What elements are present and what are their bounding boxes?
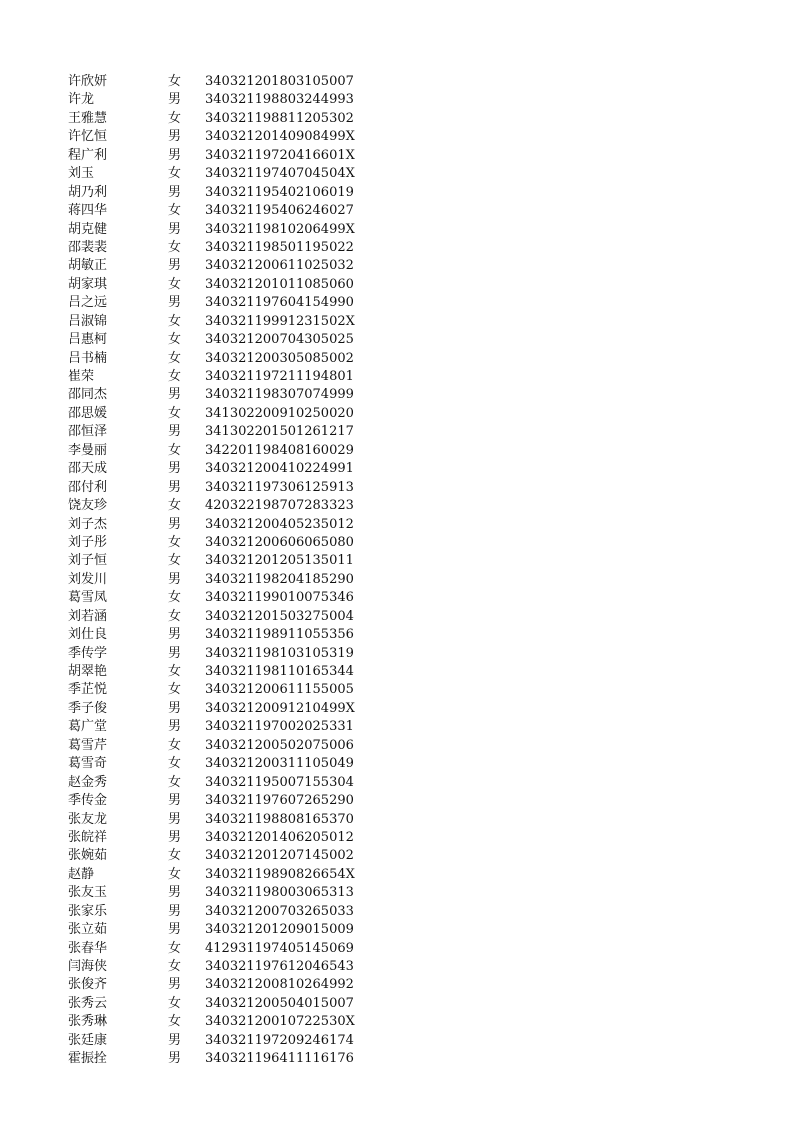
person-name: 张秀云 xyxy=(68,995,108,1011)
person-name: 邵天成 xyxy=(68,461,108,477)
id-number: 340321197209246174 xyxy=(205,1032,354,1048)
person-gender: 女 xyxy=(168,442,182,458)
table-row xyxy=(68,386,368,404)
table-row xyxy=(68,976,368,994)
id-number: 340321198103105319 xyxy=(205,645,354,661)
table-row xyxy=(68,73,368,91)
person-name: 刘发川 xyxy=(68,571,108,587)
person-name: 吕淑锦 xyxy=(68,313,108,329)
table-row xyxy=(68,479,368,497)
person-gender: 女 xyxy=(168,110,182,126)
id-number: 34032119890826654X xyxy=(205,866,355,882)
table-row xyxy=(68,276,368,294)
table-row xyxy=(68,257,368,275)
id-number: 340321197612046543 xyxy=(205,959,354,974)
id-number: 340321198110165344 xyxy=(205,664,354,679)
id-number: 340321201803105007 xyxy=(205,74,354,89)
id-number: 340321199010075346 xyxy=(205,590,354,606)
table-row xyxy=(68,460,368,478)
id-number: 341302201501261217 xyxy=(205,424,354,440)
person-gender: 女 xyxy=(168,74,182,89)
person-gender: 男 xyxy=(168,147,182,163)
table-row xyxy=(68,442,368,460)
person-gender: 女 xyxy=(168,608,182,624)
table-row xyxy=(68,903,368,921)
person-name: 赵金秀 xyxy=(68,774,108,790)
id-number: 340321200704305025 xyxy=(205,332,354,348)
person-name: 季芷悦 xyxy=(68,682,108,698)
person-gender: 男 xyxy=(168,516,182,532)
person-name: 邵付利 xyxy=(68,479,108,495)
person-gender: 女 xyxy=(168,774,182,790)
person-gender: 女 xyxy=(168,848,182,864)
person-gender: 女 xyxy=(168,350,182,366)
id-number: 340321197607265290 xyxy=(205,793,354,809)
person-name: 胡翠艳 xyxy=(68,664,108,679)
person-name: 王雅慧 xyxy=(68,110,108,126)
person-gender: 女 xyxy=(168,664,182,679)
person-gender: 男 xyxy=(168,479,182,495)
person-name: 季传金 xyxy=(68,793,108,809)
person-name: 季传学 xyxy=(68,645,108,661)
person-gender: 男 xyxy=(168,811,182,827)
id-number: 342201198408160029 xyxy=(205,442,354,458)
person-name: 赵静 xyxy=(68,866,95,882)
id-number: 340321200606065080 xyxy=(205,534,354,550)
person-gender: 男 xyxy=(168,922,182,938)
table-row xyxy=(68,147,368,165)
id-number: 340321198811205302 xyxy=(205,110,354,126)
id-number: 340321200504015007 xyxy=(205,995,354,1011)
person-gender: 男 xyxy=(168,885,182,901)
person-gender: 女 xyxy=(168,405,182,421)
id-number: 34032120010722530X xyxy=(205,1014,355,1030)
table-row xyxy=(68,774,368,792)
id-number: 340321197002025331 xyxy=(205,719,354,735)
person-name: 张家乐 xyxy=(68,903,108,919)
table-row xyxy=(68,940,368,958)
id-number: 340321201406205012 xyxy=(205,829,354,845)
table-row xyxy=(68,995,368,1013)
id-number: 340321200703265033 xyxy=(205,903,354,919)
id-number: 340321198803244993 xyxy=(205,92,354,108)
table-row xyxy=(68,368,368,386)
person-gender: 男 xyxy=(168,387,182,403)
table-row xyxy=(68,589,368,607)
person-gender: 男 xyxy=(168,571,182,587)
person-name: 葛雪奇 xyxy=(68,756,108,772)
person-gender: 女 xyxy=(168,553,182,569)
id-number: 340321200502075006 xyxy=(205,737,354,753)
table-row xyxy=(68,1032,368,1050)
id-number: 340321200810264992 xyxy=(205,977,354,993)
person-gender: 女 xyxy=(168,369,182,384)
table-row xyxy=(68,128,368,146)
table-row xyxy=(68,755,368,773)
person-name: 张立茹 xyxy=(68,922,108,938)
person-gender: 女 xyxy=(168,682,182,698)
person-gender: 女 xyxy=(168,332,182,348)
person-gender: 男 xyxy=(168,829,182,845)
person-gender: 男 xyxy=(168,627,182,643)
person-name: 刘玉 xyxy=(68,166,95,182)
person-gender: 男 xyxy=(168,129,182,145)
person-name: 季子俊 xyxy=(68,700,108,716)
id-number: 340321200311105049 xyxy=(205,756,354,772)
table-row xyxy=(68,626,368,644)
table-row xyxy=(68,1013,368,1031)
table-row xyxy=(68,681,368,699)
person-name: 吕之远 xyxy=(68,295,108,311)
person-gender: 女 xyxy=(168,276,182,292)
table-row xyxy=(68,921,368,939)
table-row xyxy=(68,829,368,847)
table-row xyxy=(68,847,368,865)
person-gender: 女 xyxy=(168,203,182,219)
person-gender: 男 xyxy=(168,903,182,919)
table-row xyxy=(68,663,368,681)
person-gender: 男 xyxy=(168,700,182,716)
id-number: 340321195402106019 xyxy=(205,184,354,200)
person-name: 饶友珍 xyxy=(68,498,108,514)
table-row xyxy=(68,866,368,884)
person-name: 张友龙 xyxy=(68,811,108,827)
table-row xyxy=(68,884,368,902)
id-number: 340321198204185290 xyxy=(205,571,354,587)
table-row xyxy=(68,497,368,515)
person-gender: 男 xyxy=(168,977,182,993)
person-name: 刘若涵 xyxy=(68,608,108,624)
person-gender: 男 xyxy=(168,221,182,237)
id-number: 340321197306125913 xyxy=(205,479,354,495)
id-number: 340321195406246027 xyxy=(205,203,354,219)
person-name: 胡乃利 xyxy=(68,184,108,200)
person-name: 许龙 xyxy=(68,92,95,108)
table-row xyxy=(68,737,368,755)
person-gender: 男 xyxy=(168,461,182,477)
table-row xyxy=(68,700,368,718)
id-number: 340321201503275004 xyxy=(205,608,354,624)
id-number: 340321200405235012 xyxy=(205,516,354,532)
person-gender: 男 xyxy=(168,1051,182,1067)
person-name: 张婉茹 xyxy=(68,848,108,864)
person-gender: 男 xyxy=(168,793,182,809)
table-row xyxy=(68,405,368,423)
person-name: 葛广堂 xyxy=(68,719,108,735)
person-gender: 女 xyxy=(168,995,182,1011)
id-number: 340321200611155005 xyxy=(205,682,354,698)
table-row xyxy=(68,91,368,109)
table-row xyxy=(68,331,368,349)
id-number: 420322198707283323 xyxy=(205,498,354,514)
id-number: 34032120140908499X xyxy=(205,129,355,145)
person-name: 张秀琳 xyxy=(68,1014,108,1030)
id-number: 340321201205135011 xyxy=(205,553,354,569)
person-gender: 女 xyxy=(168,1014,182,1030)
id-number: 340321201207145002 xyxy=(205,848,354,864)
person-name: 葛雪芹 xyxy=(68,737,108,753)
person-gender: 女 xyxy=(168,239,182,255)
person-gender: 女 xyxy=(168,940,182,956)
id-number: 340321200410224991 xyxy=(205,461,354,477)
person-name: 崔荣 xyxy=(68,369,95,384)
person-gender: 女 xyxy=(168,959,182,974)
table-row xyxy=(68,718,368,736)
person-name: 葛雪凤 xyxy=(68,590,108,606)
person-name: 胡家琪 xyxy=(68,276,108,292)
id-number: 340321198501195022 xyxy=(205,239,354,255)
person-gender: 女 xyxy=(168,737,182,753)
table-row xyxy=(68,958,368,976)
person-gender: 女 xyxy=(168,866,182,882)
person-gender: 女 xyxy=(168,534,182,550)
id-number: 340321196411116176 xyxy=(205,1051,354,1067)
id-number: 340321195007155304 xyxy=(205,774,354,790)
id-number: 340321201011085060 xyxy=(205,276,354,292)
person-name: 邵恒泽 xyxy=(68,424,108,440)
table-row xyxy=(68,608,368,626)
id-number: 340321198003065313 xyxy=(205,885,354,901)
person-name: 刘子彤 xyxy=(68,534,108,550)
id-number: 34032119720416601X xyxy=(205,147,355,163)
id-number: 340321198911055356 xyxy=(205,627,354,643)
table-row xyxy=(68,239,368,257)
table-row xyxy=(68,165,368,183)
person-gender: 女 xyxy=(168,166,182,182)
id-number: 34032119810206499X xyxy=(205,221,355,237)
table-row xyxy=(68,423,368,441)
person-gender: 男 xyxy=(168,1032,182,1048)
person-gender: 男 xyxy=(168,295,182,311)
person-name: 闫海侠 xyxy=(68,959,108,974)
person-gender: 男 xyxy=(168,92,182,108)
person-name: 胡克健 xyxy=(68,221,108,237)
person-name: 张春华 xyxy=(68,940,108,956)
person-gender: 女 xyxy=(168,498,182,514)
person-gender: 男 xyxy=(168,258,182,274)
table-row xyxy=(68,202,368,220)
person-gender: 女 xyxy=(168,590,182,606)
id-number: 412931197405145069 xyxy=(205,940,354,956)
id-number: 340321197604154990 xyxy=(205,295,354,311)
id-number: 340321201209015009 xyxy=(205,922,354,938)
person-name: 邵同杰 xyxy=(68,387,108,403)
person-name: 邵裴裴 xyxy=(68,239,108,255)
roster-table xyxy=(68,73,368,1069)
id-number: 340321197211194801 xyxy=(205,369,354,384)
table-row xyxy=(68,571,368,589)
id-number: 340321198307074999 xyxy=(205,387,354,403)
person-name: 吕惠柯 xyxy=(68,332,108,348)
table-row xyxy=(68,534,368,552)
person-name: 程广利 xyxy=(68,147,108,163)
table-row xyxy=(68,645,368,663)
table-row xyxy=(68,516,368,534)
id-number: 340321200305085002 xyxy=(205,350,354,366)
person-name: 蒋四华 xyxy=(68,203,108,219)
id-number: 34032120091210499X xyxy=(205,700,355,716)
person-name: 张俊齐 xyxy=(68,977,108,993)
table-row xyxy=(68,792,368,810)
id-number: 340321198808165370 xyxy=(205,811,354,827)
person-gender: 男 xyxy=(168,184,182,200)
person-name: 张皖祥 xyxy=(68,829,108,845)
person-name: 张友玉 xyxy=(68,885,108,901)
person-gender: 男 xyxy=(168,424,182,440)
person-name: 李曼丽 xyxy=(68,442,108,458)
person-name: 胡敏正 xyxy=(68,258,108,274)
person-name: 霍振拴 xyxy=(68,1051,108,1067)
table-row xyxy=(68,294,368,312)
person-name: 许忆恒 xyxy=(68,129,108,145)
table-row xyxy=(68,811,368,829)
person-name: 刘仕良 xyxy=(68,627,108,643)
person-name: 吕书楠 xyxy=(68,350,108,366)
person-gender: 女 xyxy=(168,313,182,329)
person-name: 张廷康 xyxy=(68,1032,108,1048)
person-name: 刘子杰 xyxy=(68,516,108,532)
person-gender: 男 xyxy=(168,719,182,735)
table-row xyxy=(68,313,368,331)
id-number: 340321200611025032 xyxy=(205,258,354,274)
table-row xyxy=(68,110,368,128)
table-row xyxy=(68,1050,368,1068)
person-name: 许欣妍 xyxy=(68,74,108,89)
person-gender: 女 xyxy=(168,756,182,772)
table-row xyxy=(68,350,368,368)
id-number: 34032119740704504X xyxy=(205,166,355,182)
table-row xyxy=(68,221,368,239)
table-row xyxy=(68,552,368,570)
person-name: 邵思媛 xyxy=(68,405,108,421)
id-number: 34032119991231502X xyxy=(205,313,355,329)
person-name: 刘子恒 xyxy=(68,553,108,569)
id-number: 341302200910250020 xyxy=(205,405,354,421)
table-row xyxy=(68,184,368,202)
person-gender: 男 xyxy=(168,645,182,661)
